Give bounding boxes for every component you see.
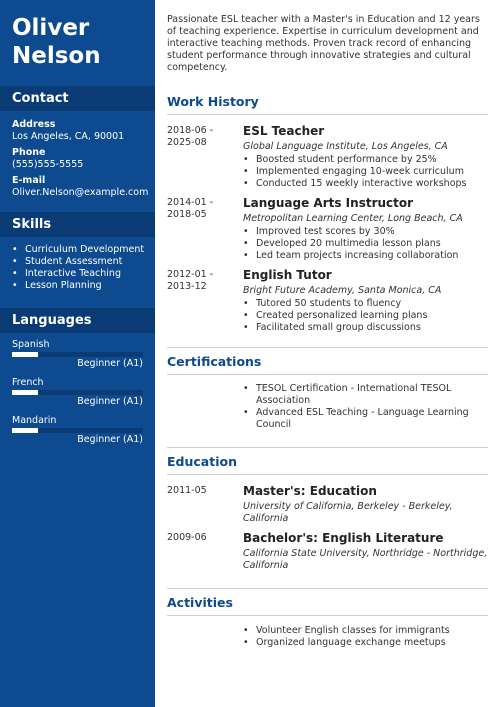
section-divider	[167, 374, 488, 375]
section-divider	[167, 447, 488, 448]
education-date: 2009-06	[167, 532, 207, 543]
languages-heading: Languages	[0, 308, 155, 333]
job-bullet: • Implemented engaging 10-week curriculum	[243, 166, 488, 178]
language-proficiency-fill	[12, 390, 38, 395]
contact-info	[12, 119, 152, 203]
phone-label: Phone	[12, 147, 46, 158]
language-item	[12, 415, 143, 453]
skill-item: • Student Assessment	[12, 256, 152, 268]
language-name: Mandarin	[12, 415, 57, 426]
job-bullet: • Facilitated small group discussions	[243, 322, 488, 334]
education-details	[243, 484, 488, 525]
work-details	[243, 196, 488, 262]
contact-heading: Contact	[0, 86, 155, 111]
job-title: English Tutor	[243, 268, 332, 282]
job-title: Language Arts Instructor	[243, 196, 414, 210]
work-details	[243, 268, 488, 334]
education-date: 2011-05	[167, 485, 207, 496]
certifications-heading: Certifications	[167, 354, 262, 369]
language-item	[12, 339, 143, 377]
candidate-name	[12, 14, 101, 70]
job-bullets	[243, 226, 488, 262]
section-divider	[167, 347, 488, 348]
job-bullet: • Conducted 15 weekly interactive workshops	[243, 178, 488, 190]
job-bullet: • Developed 20 multimedia lesson plans	[243, 238, 488, 250]
language-level: Beginner (A1)	[77, 358, 143, 369]
job-bullet: • Boosted student performance by 25%	[243, 154, 488, 166]
job-company: Global Language Institute, Los Angeles, CA	[243, 141, 448, 152]
work-history-heading: Work History	[167, 94, 259, 109]
activities-list	[243, 625, 488, 649]
activity-item: • Volunteer English classes for immigrants	[243, 625, 488, 637]
activity-item: • Organized language exchange meetups	[243, 637, 488, 649]
job-bullet: • Tutored 50 students to fluency	[243, 298, 488, 310]
certification-item: • TESOL Certification - International TESOL Association	[243, 383, 488, 407]
school-name: University of California, Berkeley - Berkeley, California	[243, 501, 453, 524]
education-heading: Education	[167, 454, 237, 469]
language-item	[12, 377, 143, 415]
job-title: ESL Teacher	[243, 124, 325, 138]
first-name: Oliver	[12, 15, 90, 41]
job-bullet: • Improved test scores by 30%	[243, 226, 488, 238]
email-label: E-mail	[12, 175, 46, 186]
email-value[interactable]: Oliver.Nelson@example.com	[12, 187, 149, 198]
language-proficiency-bar	[12, 390, 143, 395]
skill-item: • Interactive Teaching	[12, 268, 152, 280]
language-name: Spanish	[12, 339, 50, 350]
language-proficiency-fill	[12, 428, 38, 433]
last-name: Nelson	[12, 43, 101, 69]
work-dates: 2018-06 - 2025-08	[167, 125, 214, 148]
school-name: California State University, Northridge - Northridge, California	[243, 548, 488, 571]
skills-list	[12, 244, 152, 292]
certifications-list	[243, 383, 488, 431]
degree-title: Bachelor's: English Literature	[243, 531, 444, 545]
sidebar	[0, 0, 155, 707]
work-dates: 2014-01 - 2018-05	[167, 197, 214, 220]
language-level: Beginner (A1)	[77, 396, 143, 407]
language-name: French	[12, 377, 44, 388]
language-proficiency-bar	[12, 352, 143, 357]
languages-list	[12, 339, 143, 453]
work-dates: 2012-01 - 2013-12	[167, 269, 214, 292]
job-bullet: • Led team projects increasing collaboration	[243, 250, 488, 262]
activities-heading: Activities	[167, 595, 233, 610]
section-divider	[167, 615, 488, 616]
skills-heading: Skills	[0, 212, 155, 237]
address-value: Los Angeles, CA, 90001	[12, 131, 125, 142]
section-divider	[167, 474, 488, 475]
education-details	[243, 531, 488, 572]
section-divider	[167, 588, 488, 589]
language-proficiency-fill	[12, 352, 38, 357]
job-company: Bright Future Academy, Santa Monica, CA	[243, 285, 442, 296]
address-label: Address	[12, 119, 56, 130]
job-bullets	[243, 298, 488, 334]
certification-item: • Advanced ESL Teaching - Language Learning Council	[243, 407, 488, 431]
language-level: Beginner (A1)	[77, 434, 143, 445]
professional-summary: Passionate ESL teacher with a Master's in Education and 12 years of teaching experience. Expertise in curriculum development and interactive teaching methods. Proven track record of enhancing student performance through innovative strategies and cultural competency.	[167, 14, 480, 73]
language-proficiency-bar	[12, 428, 143, 433]
skill-item: • Curriculum Development	[12, 244, 152, 256]
job-company: Metropolitan Learning Center, Long Beach, CA	[243, 213, 463, 224]
degree-title: Master's: Education	[243, 484, 377, 498]
section-divider	[167, 114, 488, 115]
job-bullets	[243, 154, 488, 190]
job-bullet: • Created personalized learning plans	[243, 310, 488, 322]
work-details	[243, 124, 488, 190]
main-content	[167, 0, 488, 707]
phone-value: (555)555-5555	[12, 159, 84, 170]
skill-item: • Lesson Planning	[12, 280, 152, 292]
